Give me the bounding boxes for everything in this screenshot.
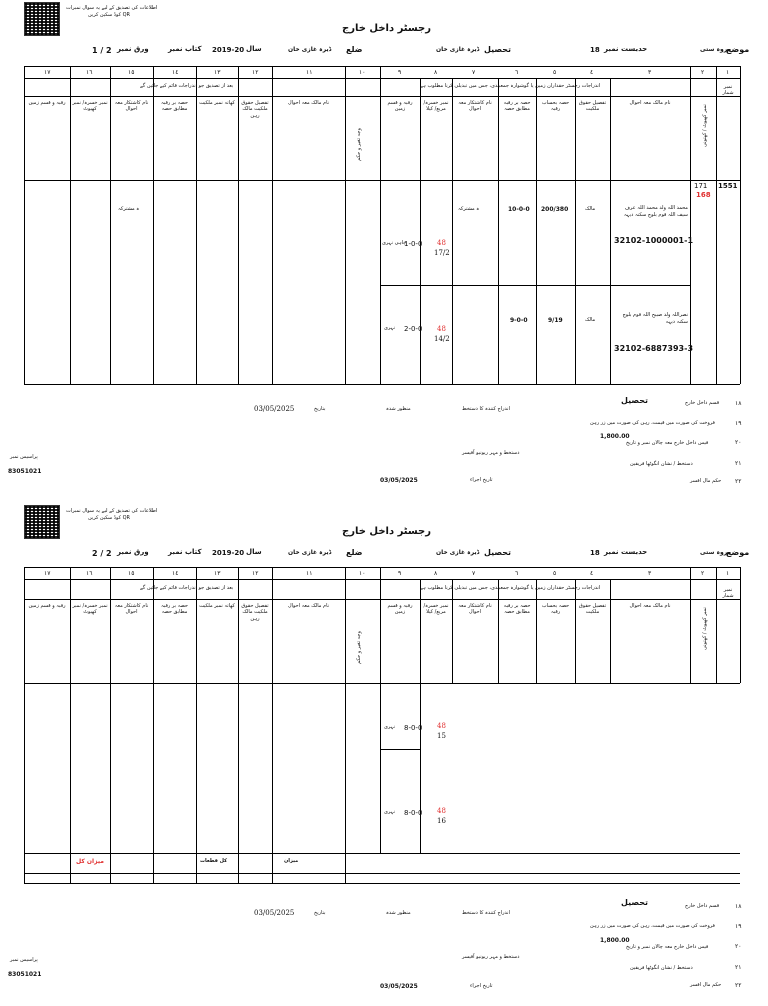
district-value: ڈیرہ غازی خان	[288, 549, 332, 556]
serial-number: 1551	[718, 182, 738, 190]
khatoni-number: 168	[696, 191, 711, 199]
col-num-1: ١	[726, 69, 730, 76]
rights-1: مالک	[585, 206, 596, 212]
col7-value: ہ مشترکہ	[458, 206, 480, 212]
qr-note: اطلاعات کی تصدیق کے لیے یہ سوال نمبرات	[66, 5, 158, 11]
col-head-8: نمبر خسرہ/ مربع/ کیلا	[423, 100, 449, 113]
fee-amount: 1,800.00	[600, 433, 630, 440]
hadbast-label: حدبست نمبر	[604, 45, 648, 53]
share-rakba-2: 9-0-0	[510, 317, 528, 324]
item-19-number: ١٩	[735, 420, 742, 427]
col-num-7: ٧	[472, 570, 476, 577]
col-head-2: نمبر کھیوٹ / کھتونی	[702, 104, 708, 147]
col-head-6: حصہ بر رقبہ مطابق حصہ	[503, 100, 531, 113]
col-num-14: ١٤	[172, 570, 179, 577]
col-num-4: ٤	[590, 69, 594, 76]
footer-date-label: بتاریخ	[314, 910, 326, 916]
register-page-1	[0, 0, 768, 500]
col-head-13: کھاتہ نمبر ملکیت	[199, 603, 235, 609]
issue-date-label: تاریخ اجراء	[470, 477, 493, 483]
issue-date-label: تاریخ اجراء	[470, 983, 493, 989]
footer-approved-label: منظور شدہ	[386, 406, 411, 412]
mauza-label: موضع	[726, 45, 750, 54]
area-1: 8-0-0	[404, 724, 423, 732]
col-num-11: ١١	[306, 570, 313, 577]
col-head-17: رقبہ و قسم زمین	[28, 603, 66, 609]
mauza-value: مروہ ستی	[700, 549, 732, 556]
item-22-text: حکم مال افسر	[690, 982, 722, 988]
area-1: 1-0-0	[404, 240, 423, 248]
col-head-4: تفصیل حقوق ملکیت	[578, 603, 607, 616]
mauza-value: مروہ ستی	[700, 46, 732, 53]
col-num-7: ٧	[472, 69, 476, 76]
col-head-16: نمبر خسرہ/ نمبر کھیوٹ	[72, 100, 108, 113]
col-num-9: ٩	[398, 69, 402, 76]
col-head-9: رقبہ و قسم زمین	[387, 100, 413, 113]
item-22-text: حکم مال افسر	[690, 478, 722, 484]
hadbast-value: 18	[590, 549, 600, 557]
col-head-13: کھاتہ نمبر ملکیت	[199, 100, 235, 106]
col-head-10: وجہ تغیر و حکم	[356, 128, 362, 161]
item-18-number: ١٨	[735, 400, 742, 407]
item-18-value: تحصیل	[621, 898, 649, 907]
col-num-5: ٥	[553, 69, 557, 76]
col-head-14: حصہ بر رقبہ مطابق حصہ	[161, 100, 188, 113]
col-head-3: نام مالک معہ احوال	[629, 603, 671, 609]
tehsil-label: تحصیل	[484, 45, 512, 54]
fee-amount: 1,800.00	[600, 937, 630, 944]
share-1: 200/380	[541, 206, 569, 213]
tehsil-value: ڈیرہ غازی خان	[436, 549, 480, 556]
col-head-6: حصہ بر رقبہ مطابق حصہ	[503, 603, 531, 616]
col-num-16: ١٦	[86, 570, 93, 577]
tehsil-label: تحصیل	[484, 548, 512, 557]
khasra-top-2: 48	[437, 325, 446, 333]
qr-note: اطلاعات کی تصدیق کے لیے یہ سوال نمبرات	[66, 508, 158, 514]
section-new-heading: بعد از تصدیق جو اندراجات قائم کیے جائیں گے	[140, 83, 234, 89]
process-label: پراسیس نمبر	[10, 454, 38, 460]
kind-1: نہری	[384, 724, 395, 730]
process-label: پراسیس نمبر	[10, 957, 38, 963]
owner-name-2: نصراللہ ولد صبیح اللہ قوم بلوچ سکنہ دیہہ	[622, 312, 688, 325]
col-num-13: ١٣	[214, 570, 221, 577]
hadbast-label: حدبست نمبر	[604, 548, 648, 556]
item-20-text: فیس داخل خارج معہ چالان نمبر و تاریخ	[626, 440, 709, 446]
district-label: ضلع	[346, 548, 363, 557]
col-num-8: ٨	[434, 69, 438, 76]
district-value: ڈیرہ غازی خان	[288, 46, 332, 53]
area-2: 2-0-0	[404, 325, 423, 333]
col-num-6: ٦	[515, 570, 519, 577]
hadbast-value: 18	[590, 46, 600, 54]
col-num-14: ١٤	[172, 69, 179, 76]
area-2: 8-0-0	[404, 809, 423, 817]
col-num-12: ١٢	[252, 69, 259, 76]
warq-value: 2 / 2	[92, 549, 112, 558]
col-head-11: نام مالک معہ احوال	[287, 100, 330, 106]
qr-note-2: QR کوڈ سکین کریں	[88, 12, 130, 18]
col-num-5: ٥	[553, 570, 557, 577]
total-label: میزان	[284, 858, 299, 864]
item-20-text: فیس داخل خارج معہ چالان نمبر و تاریخ	[626, 944, 709, 950]
issue-date: 03/05/2025	[380, 983, 418, 990]
share-2: 9/19	[548, 317, 563, 324]
sign-note: دستخط و مہر ریونیو آفیسر	[462, 450, 520, 456]
tehsil-value: ڈیرہ غازی خان	[436, 46, 480, 53]
col-num-9: ٩	[398, 570, 402, 577]
register-title: رجسٹر داخل خارج	[342, 23, 432, 34]
col-head-14: حصہ بر رقبہ مطابق حصہ	[161, 603, 188, 616]
section-old-heading: اندراجات رجسٹر حقداران زمین یا گوشوارہ جمعبندی، جس میں تبدیلی کرنا مطلوب ہے	[420, 83, 601, 89]
owner-name-1: محمد اللہ ولد محمد اللہ عرف سیف اللہ قوم بلوچ سکنہ دیہہ	[623, 205, 688, 218]
col-num-4: ٤	[590, 570, 594, 577]
col-head-1: نمبر شمار	[722, 84, 734, 97]
col-head-17: رقبہ و قسم زمین	[28, 100, 66, 106]
col-head-3: نام مالک معہ احوال	[629, 100, 671, 106]
col15-value: ہ مشترکہ	[118, 206, 140, 212]
col-num-3: ٣	[648, 570, 652, 577]
col-head-1: نمبر شمار	[722, 587, 734, 600]
col-num-10: ١٠	[359, 69, 366, 76]
col-num-2: ٢	[701, 69, 705, 76]
col-num-11: ١١	[306, 69, 313, 76]
col-num-6: ٦	[515, 69, 519, 76]
owner-cnic-2: 32102-6887393-3	[614, 344, 694, 353]
khasra-top-1: 48	[437, 722, 446, 730]
item-22-number: ٢٢	[735, 982, 742, 989]
item-18-number: ١٨	[735, 903, 742, 910]
item-21-number: ٢١	[735, 460, 742, 467]
district-label: ضلع	[346, 45, 363, 54]
khasra-bottom-2: 14/2	[434, 335, 450, 343]
col-head-8: نمبر خسرہ/ مربع/ کیلا	[423, 603, 449, 616]
item-19-number: ١٩	[735, 923, 742, 930]
kitab-label: کتاب نمبر	[168, 548, 202, 556]
item-19-text: فروخت کی صورت میں قیمت، رہن کی صورت میں زر رہن	[590, 923, 715, 929]
section-new-heading: بعد از تصدیق جو اندراجات قائم کیے جائیں گے	[140, 585, 234, 591]
col-num-12: ١٢	[252, 570, 259, 577]
col-num-15: ١٥	[128, 69, 135, 76]
footer-date: 03/05/2025	[254, 909, 295, 917]
kitab-label: کتاب نمبر	[168, 45, 202, 53]
item-20-number: ٢٠	[735, 943, 742, 950]
qr-code-icon	[24, 2, 60, 36]
item-18-text: قسم داخل خارج	[685, 903, 720, 909]
mauza-label: موضع	[726, 548, 750, 557]
footer-dakhil-label: اندراج کنندہ کا دستخط	[462, 406, 510, 412]
col-head-2: نمبر کھیوٹ / کھتونی	[702, 607, 708, 650]
sal-value: 2019-20	[212, 549, 245, 557]
col-head-9: رقبہ و قسم زمین	[387, 603, 413, 616]
col-head-11: نام مالک معہ احوال	[287, 603, 330, 609]
item-21-text: دستخط / نشان انگوٹھا فریقین	[630, 461, 693, 467]
col-num-17: ١٧	[44, 570, 51, 577]
item-22-number: ٢٢	[735, 478, 742, 485]
kind-2: نہری	[384, 325, 395, 331]
total-parcels-label: کل قطعات	[200, 858, 227, 864]
item-18-text: قسم داخل خارج	[685, 400, 720, 406]
footer-date: 03/05/2025	[254, 405, 295, 413]
section-old-heading: اندراجات رجسٹر حقداران زمین یا گوشوارہ جمعبندی، جس میں تبدیلی کرنا مطلوب ہے	[420, 585, 601, 591]
col-head-15: نام کاشتکار معہ احوال	[114, 603, 149, 616]
col-head-7: نام کاشتکار معہ احوال	[458, 100, 492, 113]
col-head-4: تفصیل حقوق ملکیت	[578, 100, 607, 113]
register-title: رجسٹر داخل خارج	[342, 526, 432, 537]
col-num-13: ١٣	[214, 69, 221, 76]
col-num-17: ١٧	[44, 69, 51, 76]
khasra-top-2: 48	[437, 807, 446, 815]
sign-note: دستخط و مہر ریونیو آفیسر	[462, 954, 520, 960]
item-21-text: دستخط / نشان انگوٹھا فریقین	[630, 965, 693, 971]
total-sum-label: میزان کل	[76, 858, 105, 865]
sal-value: 2019-20	[212, 46, 245, 54]
share-rakba-1: 10-0-0	[508, 206, 530, 213]
col-num-8: ٨	[434, 570, 438, 577]
footer-date-label: بتاریخ	[314, 406, 326, 412]
process-number: 83051021	[8, 971, 42, 978]
sal-label: سال	[246, 45, 262, 53]
footer-dakhil-label: اندراج کنندہ کا دستخط	[462, 910, 510, 916]
col-num-2: ٢	[701, 570, 705, 577]
item-19-text: فروخت کی صورت میں قیمت، رہن کی صورت میں زر رہن	[590, 420, 715, 426]
item-20-number: ٢٠	[735, 439, 742, 446]
warq-value: 1 / 2	[92, 46, 112, 55]
khewat-number: 171	[694, 182, 708, 190]
item-18-value: تحصیل	[621, 396, 649, 405]
warq-label: ورق نمبر	[117, 45, 149, 53]
issue-date: 03/05/2025	[380, 477, 418, 484]
sal-label: سال	[246, 548, 262, 556]
col-num-3: ٣	[648, 69, 652, 76]
col-num-10: ١٠	[359, 570, 366, 577]
kind-1: چاہی نہری	[382, 240, 407, 246]
warq-label: ورق نمبر	[117, 548, 149, 556]
col-num-16: ١٦	[86, 69, 93, 76]
col-head-15: نام کاشتکار معہ احوال	[114, 100, 149, 113]
item-21-number: ٢١	[735, 964, 742, 971]
col-head-5: حصہ بحساب رقبہ	[541, 100, 570, 113]
col-head-10: وجہ تغیر و حکم	[356, 631, 362, 664]
col-head-12: تفصیل حقوق ملکیت مالک رہن	[241, 100, 269, 119]
khasra-bottom-2: 16	[437, 817, 446, 825]
rights-2: مالک	[585, 317, 596, 323]
qr-code-icon	[24, 505, 60, 539]
col-num-1: ١	[726, 570, 730, 577]
khasra-bottom-1: 15	[437, 732, 446, 740]
footer-approved-label: منظور شدہ	[386, 910, 411, 916]
col-head-5: حصہ بحساب رقبہ	[541, 603, 570, 616]
kind-2: نہری	[384, 809, 395, 815]
qr-note-2: QR کوڈ سکین کریں	[88, 515, 130, 521]
col-head-12: تفصیل حقوق ملکیت مالک رہن	[241, 603, 269, 622]
register-page-2	[0, 503, 768, 1003]
process-number: 83051021	[8, 468, 42, 475]
khasra-top-1: 48	[437, 239, 446, 247]
col-num-15: ١٥	[128, 570, 135, 577]
col-head-7: نام کاشتکار معہ احوال	[458, 603, 492, 616]
owner-cnic-1: 32102-1000001-1	[614, 236, 694, 245]
khasra-bottom-1: 17/2	[434, 249, 450, 257]
col-head-16: نمبر خسرہ/ نمبر کھیوٹ	[72, 603, 108, 616]
